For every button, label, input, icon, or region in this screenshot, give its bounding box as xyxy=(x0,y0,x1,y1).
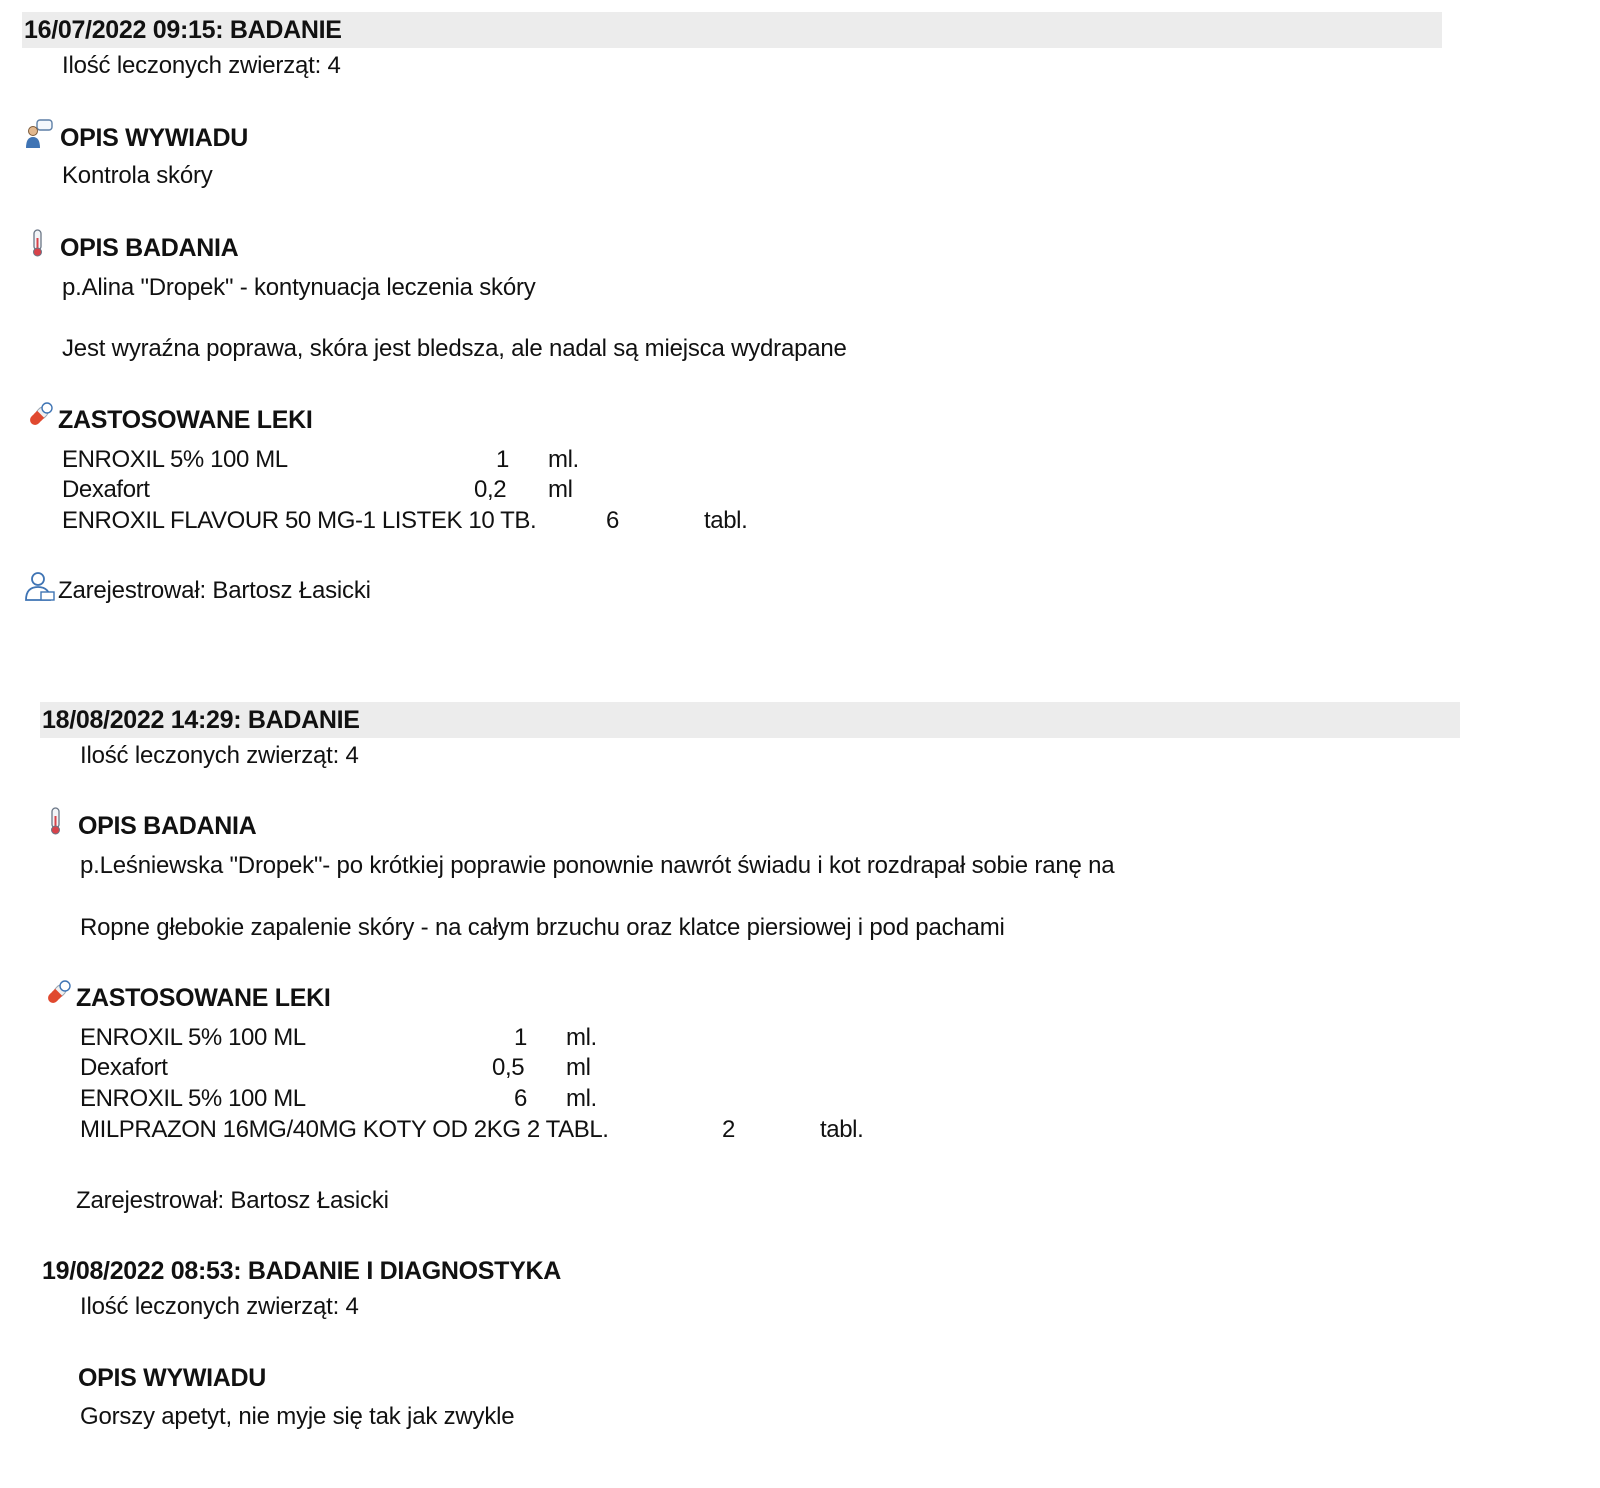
interview-icon xyxy=(24,118,54,150)
interview-title: OPIS WYWIADU xyxy=(78,1364,267,1392)
med-unit: ml xyxy=(566,1054,591,1081)
med-unit: ml. xyxy=(548,446,579,473)
med-unit: tabl. xyxy=(704,507,748,534)
interview-title: OPIS WYWIADU xyxy=(60,124,249,152)
user-icon xyxy=(24,570,54,602)
pill-icon xyxy=(43,978,73,1010)
exam-line: p.Alina "Dropek" - kontynuacja leczenia skóry xyxy=(62,274,536,301)
entry-header: 16/07/2022 09:15: BADANIE xyxy=(22,12,1442,48)
interview-text: Gorszy apetyt, nie myje się tak jak zwykle xyxy=(80,1403,515,1430)
med-unit: ml. xyxy=(566,1085,597,1112)
animals-count: Ilość leczonych zwierząt: 4 xyxy=(80,742,359,769)
med-unit: ml xyxy=(548,476,573,503)
thermometer-icon xyxy=(46,806,76,838)
exam-title: OPIS BADANIA xyxy=(60,234,239,262)
exam-line: p.Leśniewska "Dropek"- po krótkiej poprawie ponownie nawrót świadu i kot rozdrapał sobie ranę na xyxy=(80,852,1115,879)
med-qty: 6 xyxy=(514,1085,527,1112)
med-qty: 1 xyxy=(514,1024,527,1051)
exam-title: OPIS BADANIA xyxy=(78,812,257,840)
meds-title: ZASTOSOWANE LEKI xyxy=(76,984,331,1012)
pill-icon xyxy=(25,400,55,432)
entry-3 xyxy=(40,1253,1460,1430)
exam-line: Jest wyraźna poprawa, skóra jest bledsza, ale nadal są miejsca wydrapane xyxy=(62,335,847,362)
interview-text: Kontrola skóry xyxy=(62,162,213,189)
entry-1 xyxy=(22,12,1442,604)
med-unit: tabl. xyxy=(820,1116,864,1143)
med-name: ENROXIL FLAVOUR 50 MG-1 LISTEK 10 TB. xyxy=(62,507,537,534)
med-qty: 0,2 xyxy=(474,476,507,503)
registered-by: Zarejestrował: Bartosz Łasicki xyxy=(76,1187,389,1214)
entry-2 xyxy=(40,702,1460,1214)
meds-title: ZASTOSOWANE LEKI xyxy=(58,406,313,434)
med-qty: 1 xyxy=(496,446,509,473)
med-unit: ml. xyxy=(566,1024,597,1051)
entry-header: 19/08/2022 08:53: BADANIE I DIAGNOSTYKA xyxy=(42,1257,562,1285)
animals-count: Ilość leczonych zwierząt: 4 xyxy=(62,52,341,79)
med-name: Dexafort xyxy=(62,476,150,503)
entry-header: 18/08/2022 14:29: BADANIE xyxy=(40,702,1460,738)
med-qty: 0,5 xyxy=(492,1054,525,1081)
med-name: ENROXIL 5% 100 ML xyxy=(80,1085,306,1112)
med-qty: 2 xyxy=(722,1116,735,1143)
med-name: MILPRAZON 16MG/40MG KOTY OD 2KG 2 TABL. xyxy=(80,1116,609,1143)
animals-count: Ilość leczonych zwierząt: 4 xyxy=(80,1293,359,1320)
exam-line: Ropne głebokie zapalenie skóry - na całym brzuchu oraz klatce piersiowej i pod pachami xyxy=(80,914,1005,941)
med-qty: 6 xyxy=(606,507,619,534)
med-name: ENROXIL 5% 100 ML xyxy=(62,446,288,473)
registered-by: Zarejestrował: Bartosz Łasicki xyxy=(58,577,371,604)
med-name: Dexafort xyxy=(80,1054,168,1081)
thermometer-icon xyxy=(28,228,58,260)
med-name: ENROXIL 5% 100 ML xyxy=(80,1024,306,1051)
